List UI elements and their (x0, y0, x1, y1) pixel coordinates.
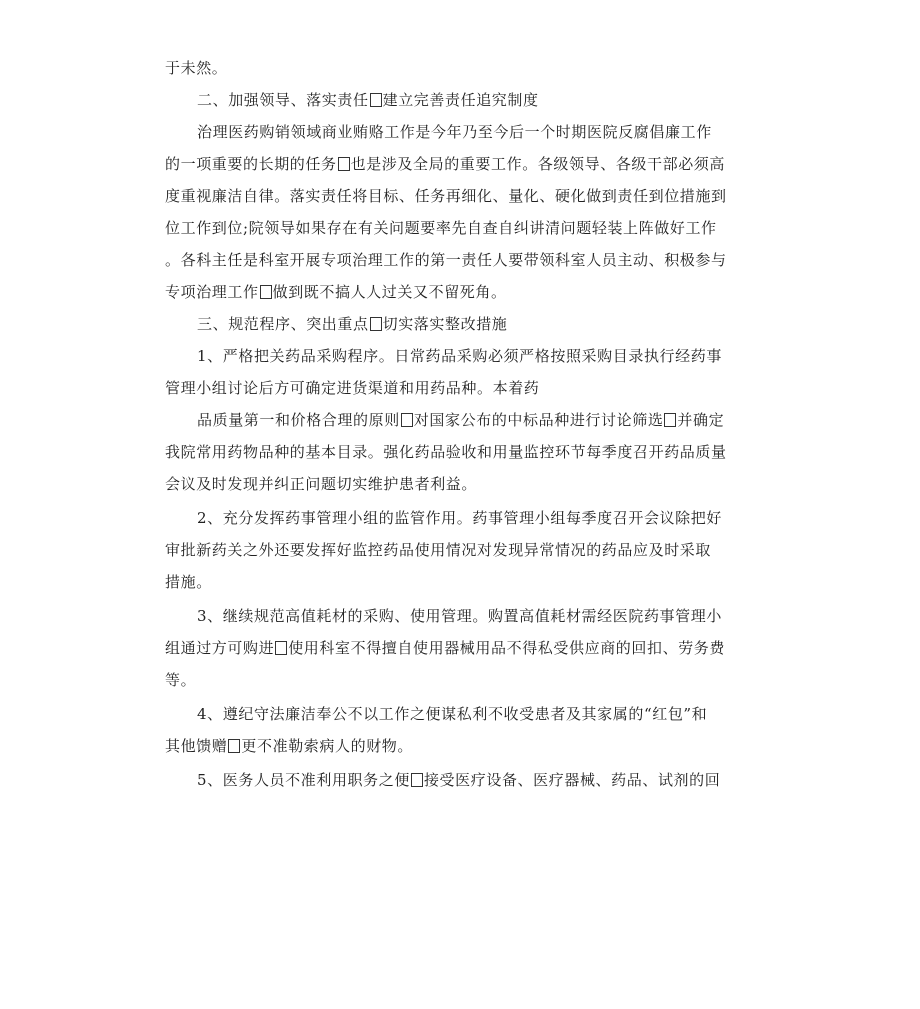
missing-glyph-box (664, 413, 676, 427)
missing-glyph-box (370, 93, 382, 107)
missing-glyph-box (228, 739, 240, 753)
text-line: 于未然。 (165, 59, 228, 77)
text-line: 4、遵纪守法廉洁奉公不以工作之便谋私利不收受患者及其家属的“红包”和 (197, 705, 708, 723)
text-line: 5、医务人员不准利用职务之便 接受医疗设备、医疗器械、药品、试剂的回 (197, 771, 721, 789)
missing-glyph-box (338, 157, 350, 171)
text-line: 管理小组讨论后方可确定进货渠道和用药品种。本着药 (165, 379, 540, 397)
text-line: 的一项重要的长期的任务 也是涉及全局的重要工作。各级领导、各级干部必须高 (165, 155, 726, 173)
text-line: 我院常用药物品种的基本目录。强化药品验收和用量监控环节每季度召开药品质量 (165, 443, 727, 461)
text-line: 组通过方可购进 使用科室不得擅自使用器械用品不得私受供应商的回扣、劳务费 (165, 639, 726, 657)
text-line: 措施。 (165, 573, 212, 591)
missing-glyph-box (411, 773, 423, 787)
missing-glyph-box (401, 413, 413, 427)
text-line: 审批新药关之外还要发挥好监控药品使用情况对发现异常情况的药品应及时采取 (165, 541, 712, 559)
text-line: 治理医药购销领域商业贿赂工作是今年乃至今后一个时期医院反腐倡廉工作 (197, 123, 712, 141)
text-line: 专项治理工作 做到既不搞人人过关又不留死角。 (165, 283, 507, 301)
text-line: 度重视廉洁自律。落实责任将目标、任务再细化、量化、硬化做到责任到位措施到 (165, 187, 727, 205)
missing-glyph-box (260, 285, 272, 299)
text-line: 2、充分发挥药事管理小组的监管作用。药事管理小组每季度召开会议除把好 (197, 509, 722, 527)
text-line: 其他馈赠 更不准勒索病人的财物。 (165, 737, 414, 755)
text-line: 3、继续规范高值耗材的采购、使用管理。购置高值耗材需经医院药事管理小 (197, 607, 722, 625)
text-line: 位工作到位;院领导如果存在有关问题要率先自查自纠讲清问题轻装上阵做好工作 (165, 219, 717, 237)
text-line: 品质量第一和价格合理的原则 对国家公布的中标品种进行讨论筛选 并确定 (197, 411, 725, 429)
section-heading: 二、加强领导、落实责任 建立完善责任追究制度 (197, 91, 539, 109)
section-heading: 三、规范程序、突出重点 切实落实整改措施 (197, 315, 508, 333)
text-line: 等。 (165, 671, 197, 689)
missing-glyph-box (275, 641, 287, 655)
missing-glyph-box (370, 317, 382, 331)
text-line: 1、严格把关药品采购程序。日常药品采购必须严格按照采购目录执行经药事 (197, 347, 722, 365)
text-line: 会议及时发现并纠正问题切实维护患者利益。 (165, 475, 478, 493)
text-line: 。各科主任是科室开展专项治理工作的第一责任人要带领科室人员主动、积极参与 (165, 251, 727, 269)
